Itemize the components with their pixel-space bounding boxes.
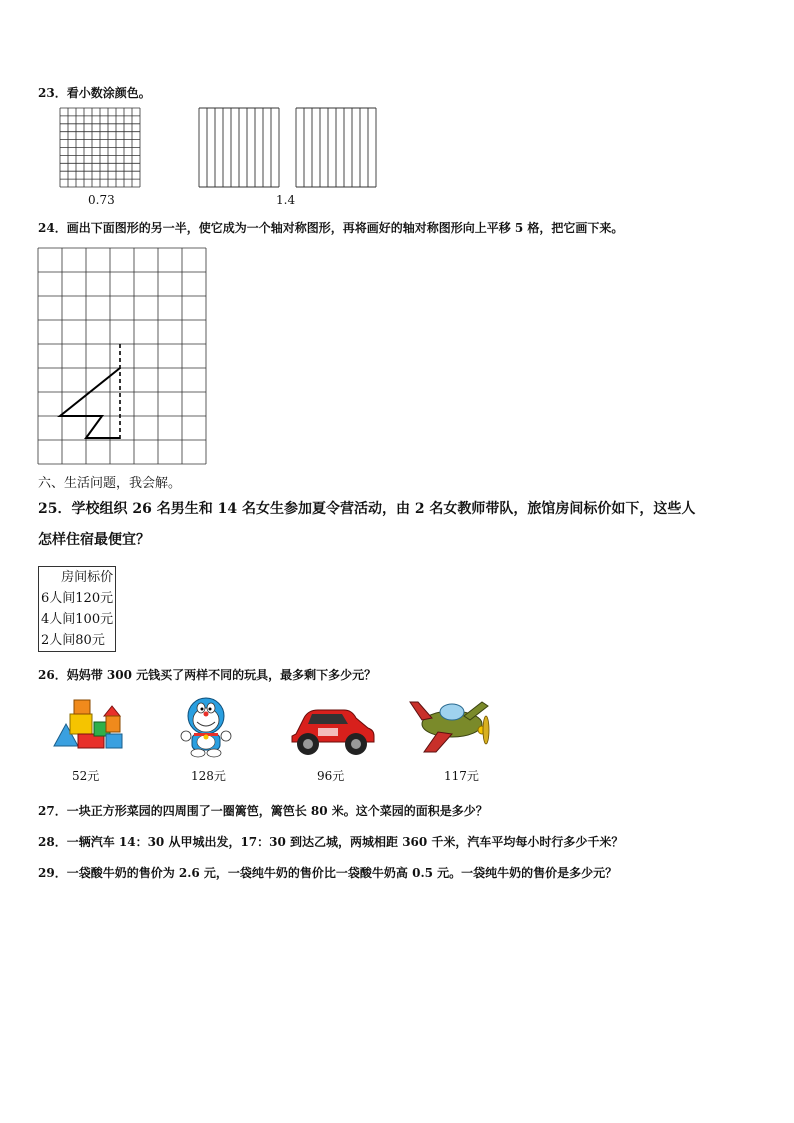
section-title: 六、生活问题，我会解。 xyxy=(38,476,182,491)
hundred-grid[interactable] xyxy=(59,107,141,188)
toy-car-icon xyxy=(288,702,376,758)
price-doraemon: 128元 xyxy=(191,769,226,783)
table-row: 6人间120元 xyxy=(41,591,114,606)
price-car: 96元 xyxy=(317,769,345,783)
toy-airplane-icon xyxy=(408,696,492,756)
price-airplane: 117元 xyxy=(444,769,479,783)
q26-text: 26．妈妈带 300 元钱买了两样不同的玩具，最多剩下多少元？ xyxy=(38,668,377,682)
q28-text: 28．一辆汽车 14：30 从甲城出发，17：30 到达乙城，两城相距 360 千米，汽车平均每小时行多少千米？ xyxy=(38,835,624,849)
tenths-grid-2[interactable] xyxy=(295,107,377,188)
q27-text: 27．一块正方形菜园的四周围了一圈篱笆，篱笆长 80 米。这个菜园的面积是多少？ xyxy=(38,804,488,818)
label-0-73: 0.73 xyxy=(88,193,115,207)
symmetry-grid[interactable] xyxy=(36,246,210,466)
blocks-icon xyxy=(50,696,126,754)
q23-text: 23．看小数涂颜色。 xyxy=(38,86,151,100)
price-blocks: 52元 xyxy=(72,769,100,783)
table-row: 4人间100元 xyxy=(41,612,114,627)
half-figure xyxy=(60,368,120,438)
tenths-grid-1[interactable] xyxy=(198,107,280,188)
q24-text: 24．画出下面图形的另一半，使它成为一个轴对称图形，再将画好的轴对称图形向上平移 5 格，把它画下来。 xyxy=(38,221,624,235)
label-1-4: 1.4 xyxy=(276,193,296,207)
room-price-table xyxy=(38,566,116,652)
doraemon-icon xyxy=(178,696,234,758)
q25-line2: 怎样住宿最便宜？ xyxy=(38,532,150,548)
table-row: 2人间80元 xyxy=(41,633,105,648)
q29-text: 29．一袋酸牛奶的售价为 2.6 元，一袋纯牛奶的售价比一袋酸牛奶高 0.5 元。一袋纯牛奶的售价是多少元？ xyxy=(38,866,618,880)
table-header: 房间标价 xyxy=(61,570,114,585)
q25-line1: 25．学校组织 26 名男生和 14 名女生参加夏令营活动，由 2 名女教师带队，旅馆房间标价如下，这些人 xyxy=(38,501,696,517)
